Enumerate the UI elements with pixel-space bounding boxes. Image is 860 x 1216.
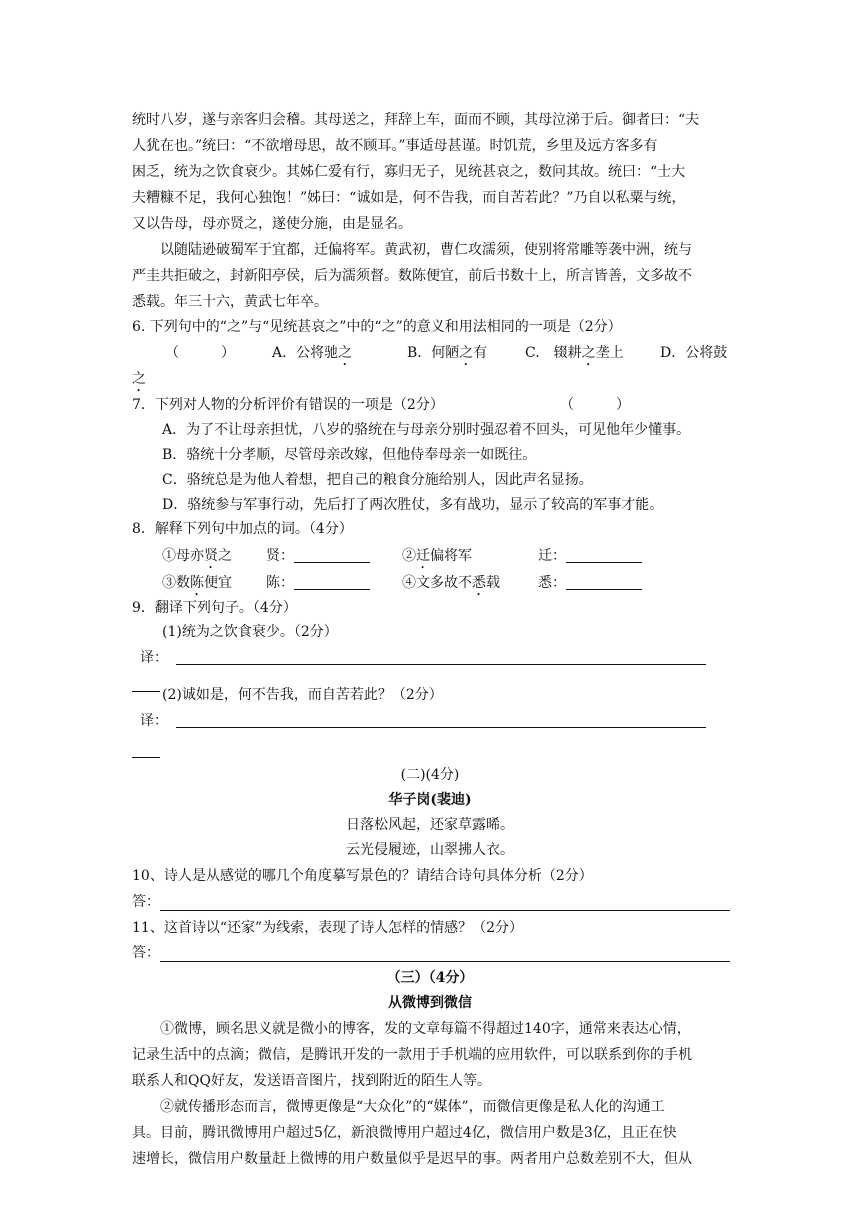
- q9-sentence-2: (2)诚如是，何不告我，而自苦若此？（2分）: [162, 687, 443, 703]
- q6-option-c: C. 辍耕之垄上: [525, 345, 624, 361]
- passage-line: 困乏，统为之饮食衰少。其姊仁爱有行，寡归无子，见统甚哀之，数问其故。统曰：“士大: [132, 164, 686, 180]
- q10-stem: 10、诗人是从感觉的哪几个角度摹写景色的？请结合诗句具体分析（2分）: [132, 868, 593, 884]
- answer-blank[interactable]: [566, 574, 642, 590]
- passage-line: 又以告母，母亦贤之，遂使分施，由是显名。: [132, 216, 412, 232]
- q8-item-4: ④文多故不悉载: [402, 575, 500, 591]
- q10-answer-label: 答：: [132, 894, 160, 910]
- q11-answer-label: 答：: [132, 945, 160, 961]
- q11-answer-line[interactable]: [160, 961, 730, 962]
- q8-item-1: ①母亦贤之: [162, 548, 232, 564]
- section-2-heading: (二)(4分): [400, 767, 460, 783]
- q6-answer-paren: （ ）: [165, 345, 235, 361]
- poem-line: 日落松风起，还家草露晞。: [346, 817, 514, 833]
- q9-answer-line-1[interactable]: [176, 664, 706, 665]
- article-title: 从微博到微信: [388, 995, 472, 1011]
- q8-item-2-answer: 迁：: [538, 546, 642, 566]
- article-line: ①微博，顾名思义就是微小的博客，发的文章每篇不得超过140字，通常来表达心情，: [160, 1021, 691, 1037]
- article-line: ②就传播形态而言，微博更像是“大众化”的“媒体”，而微信更像是私人化的沟通工: [160, 1099, 665, 1115]
- q8-item-3: ③数陈便宜: [162, 575, 232, 591]
- q6-option-d-cont: 之: [132, 371, 146, 387]
- q9-answer-label-2: 译：: [140, 713, 168, 729]
- q6-option-d: D．公将鼓: [660, 345, 728, 361]
- q9-sentence-1: (1)统为之饮食衰少。（2分）: [162, 624, 338, 640]
- q8-item-2: ②迁偏将军: [402, 548, 472, 564]
- article-line: 联系人和QQ好友，发送语音图片，找到附近的陌生人等。: [132, 1073, 491, 1089]
- q6-option-a: A．公将驰之: [272, 345, 353, 361]
- q9-stem: 9．翻译下列句子。（4分）: [132, 600, 297, 616]
- q8-stem: 8．解释下列句中加点的词。（4分）: [132, 521, 353, 537]
- passage-line: 夫糟糠不足，我何心独饱！”姊曰：“诚如是，何不告我，而自苦若此？”乃自以私粟与统，: [132, 190, 686, 206]
- q7-option: D．骆统参与军事行动，先后打了两次胜仗，多有战功，显示了较高的军事才能。: [162, 497, 664, 513]
- q7-option: B．骆统十分孝顺，尽管母亲改嫁，但他侍奉母亲一如既往。: [162, 447, 537, 463]
- passage-line: 统时八岁，遂与亲客归会稽。其母送之，拜辞上车，面而不顾，其母泣涕于后。御者曰：“夫: [132, 112, 700, 128]
- q8-item-4-answer: 悉：: [538, 573, 642, 593]
- poem-title: 华子岗(裴迪): [388, 792, 472, 808]
- q7-option: C．骆统总是为他人着想，把自己的粮食分施给别人，因此声名显扬。: [162, 472, 593, 488]
- passage-line: 悉载。年三十六，黄武七年卒。: [132, 294, 328, 310]
- answer-blank[interactable]: [294, 547, 370, 563]
- article-line: 速增长，微信用户数量赶上微博的用户数量似乎是迟早的事。两者用户总数差别不大，但从: [132, 1151, 692, 1167]
- q10-answer-line[interactable]: [160, 910, 730, 911]
- q8-item-1-answer: 贤：: [266, 546, 370, 566]
- article-line: 具。目前，腾讯微博用户超过5亿，新浪微博用户超过4亿，微信用户数是3亿，且正在快: [132, 1125, 677, 1141]
- section-3-heading: （三）（4分）: [386, 970, 474, 986]
- answer-blank[interactable]: [566, 547, 642, 563]
- q6-option-b: B．何陋之有: [407, 345, 488, 361]
- q7-stem: 7．下列对人物的分析评价有错误的一项是（2分）: [132, 397, 444, 413]
- passage-line: 严圭共拒破之，封新阳亭侯，后为濡须督。数陈便宜，前后书数十上，所言皆善，文多故不: [132, 268, 692, 284]
- answer-blank[interactable]: [294, 574, 370, 590]
- q9-answer-line-2-cont[interactable]: [132, 757, 160, 758]
- article-line: 记录生活中的点滴；微信，是腾讯开发的一款用于手机端的应用软件，可以联系到你的手机: [132, 1047, 692, 1063]
- q9-answer-line-2[interactable]: [176, 727, 706, 728]
- passage-line: 以随陆逊破蜀军于宜都，迁偏将军。黄武初，曹仁攻濡须，使别将常雕等袭中洲，统与: [160, 242, 692, 258]
- q11-stem: 11、这首诗以“还家”为线索，表现了诗人怎样的情感？（2分）: [132, 920, 524, 936]
- q9-answer-line-1-cont[interactable]: [132, 691, 160, 692]
- q8-item-3-answer: 陈：: [266, 573, 370, 593]
- passage-line: 人犹在也。”统曰：“不欲增母思，故不顾耳。”事适母甚谨。时饥荒，乡里及远方客多有: [132, 138, 658, 154]
- q7-option: A．为了不让母亲担忧，八岁的骆统在与母亲分别时强忍着不回头，可见他年少懂事。: [162, 422, 691, 438]
- q7-answer-paren: （ ）: [560, 397, 630, 413]
- q9-answer-label-1: 译：: [140, 650, 168, 666]
- poem-line: 云光侵履迹，山翠拂人衣。: [346, 842, 514, 858]
- q6-stem: 6. 下列句中的“之”与“见统甚哀之”中的“之”的意义和用法相同的一项是（2分）: [132, 319, 622, 335]
